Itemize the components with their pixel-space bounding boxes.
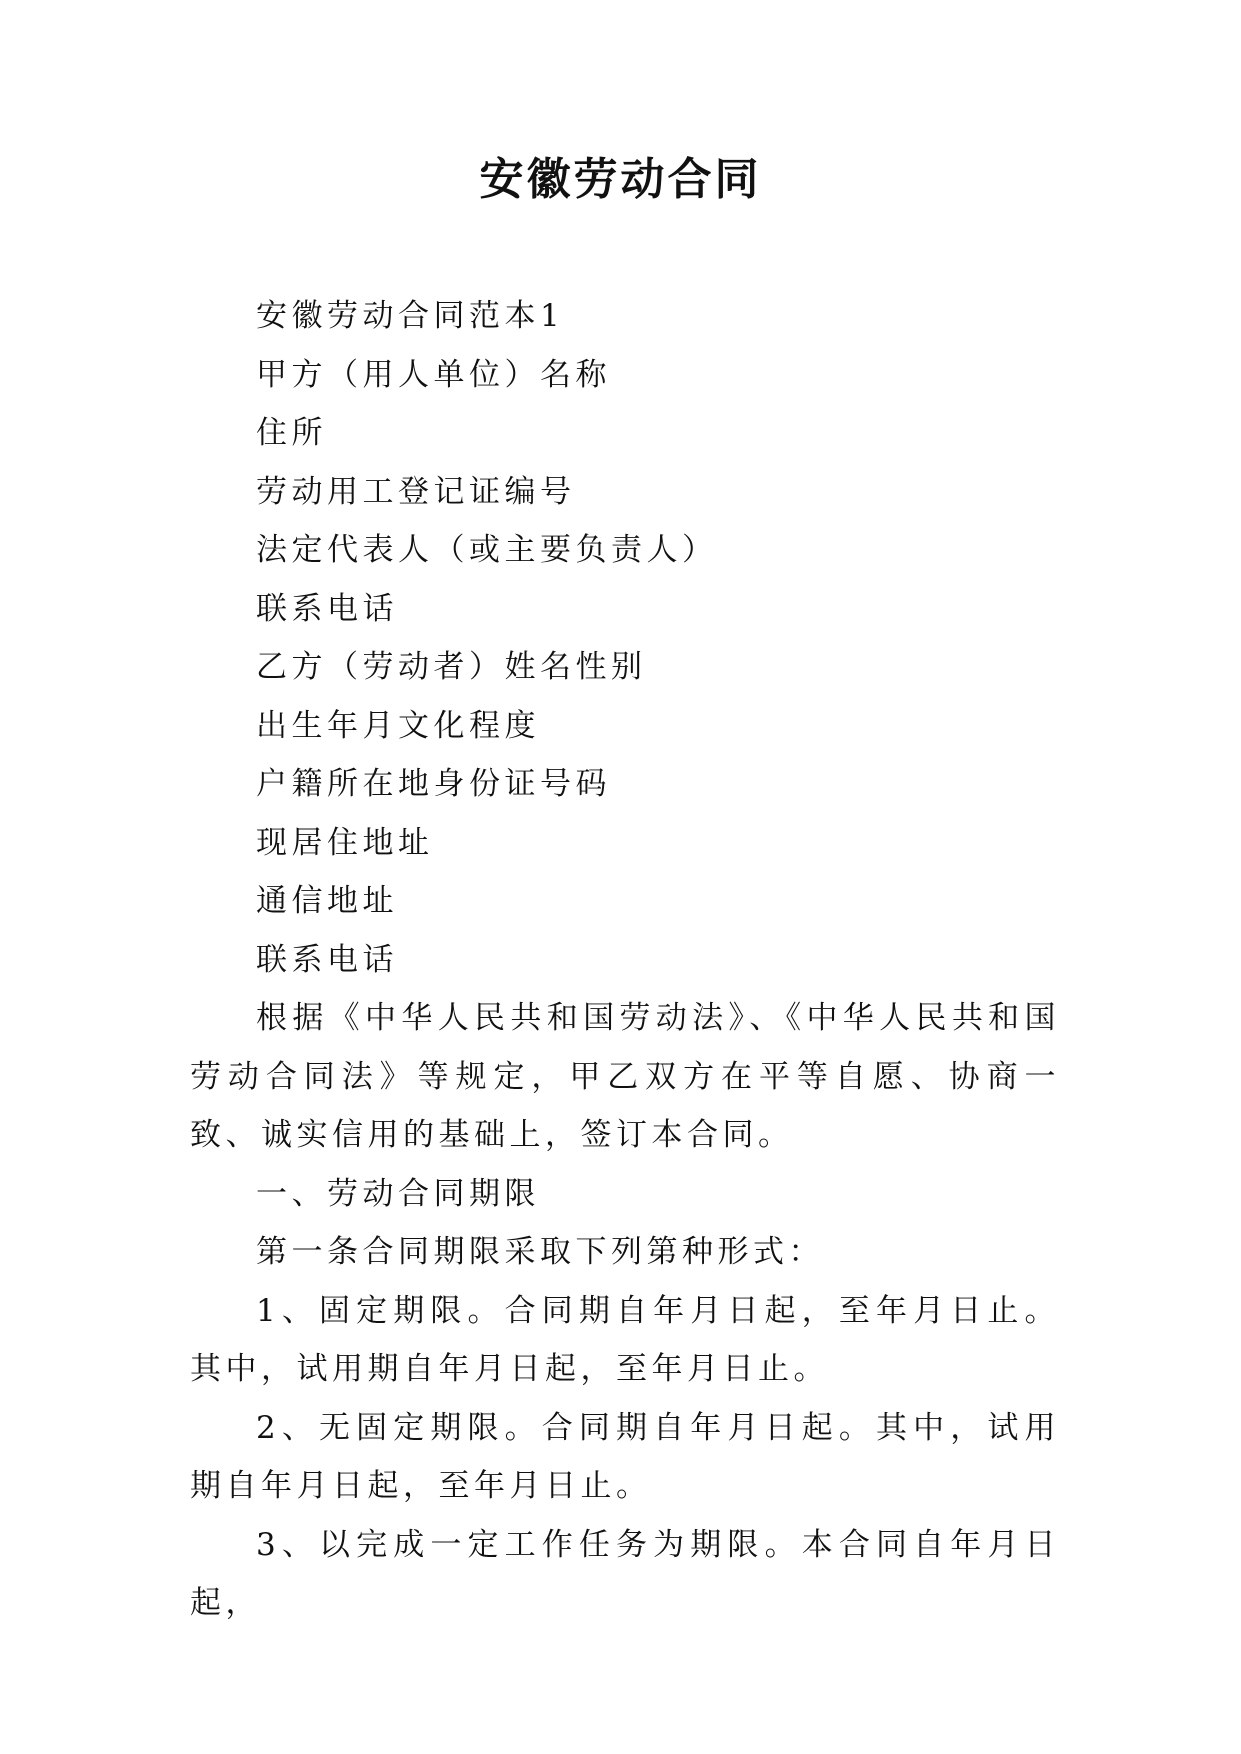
paragraph-household-id-number: 户籍所在地身份证号码	[256, 766, 611, 802]
paragraph-template-heading: 安徽劳动合同范本1	[256, 298, 565, 334]
document-body	[190, 287, 1060, 1633]
paragraph-legal-basis: 根据《中华人民共和国劳动法》、《中华人民共和国劳动合同法》等规定，甲乙双方在平等自愿、协商一致、诚实信用的基础上，签订本合同。	[190, 1000, 1060, 1153]
paragraph-party-b-name-gender: 乙方（劳动者）姓名性别	[256, 649, 647, 685]
paragraph-party-b-phone: 联系电话	[256, 941, 398, 978]
paragraph-mailing-address: 通信地址	[256, 883, 398, 919]
paragraph-party-a-name: 甲方（用人单位）名称	[256, 356, 611, 393]
paragraph-current-address: 现居住地址	[256, 824, 434, 861]
paragraph-party-a-phone: 联系电话	[256, 590, 398, 627]
paragraph-birth-education: 出生年月文化程度	[256, 707, 540, 744]
paragraph-party-a-address: 住所	[256, 415, 327, 451]
paragraph-fixed-term: 1、固定期限。合同期自年月日起，至年月日止。其中，试用期自年月日起，至年月日止。	[190, 1292, 1060, 1387]
paragraph-section-contract-term: 一、劳动合同期限	[256, 1175, 540, 1212]
document-title: 安徽劳动合同	[479, 154, 762, 205]
paragraph-legal-representative: 法定代表人（或主要负责人）	[256, 532, 718, 568]
paragraph-article-one: 第一条合同期限采取下列第种形式：	[256, 1234, 824, 1270]
paragraph-open-ended-term: 2、无固定期限。合同期自年月日起。其中，试用期自年月日起，至年月日止。	[190, 1409, 1060, 1504]
paragraph-task-based-term: 3、以完成一定工作任务为期限。本合同自年月日起，	[190, 1526, 1060, 1621]
paragraph-employment-registration-number: 劳动用工登记证编号	[256, 473, 576, 510]
